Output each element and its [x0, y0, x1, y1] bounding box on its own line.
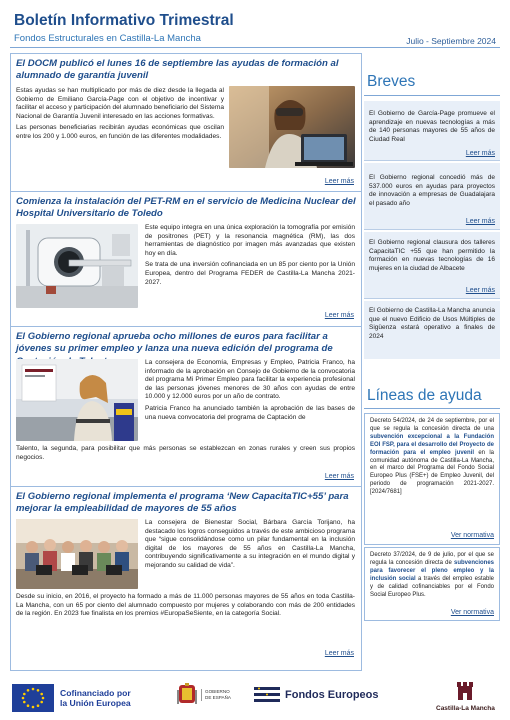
ayuda-rest: a través del empleo estable y de calidad cofinanciables por el Fondo Social Europeo Plus.	[370, 575, 494, 598]
sidebar	[362, 53, 500, 671]
article-paragraph: La consejera de Economía, Empresas y Empleo, Patricia Franco, ha informado de la aprobación en Consejo de Gobierno de la convocatoria del programa Mi Primer Empleo para facilitar la experiencia profesional de las personas jóvenes menores de 30 años con ayudas de entre 10.000 y 12.000 euros por un año de contrato.	[145, 359, 355, 401]
article-body-continued	[16, 445, 355, 465]
ayuda-item	[364, 413, 500, 545]
eu-line-1: Cofinanciado por	[60, 687, 131, 698]
read-more-link[interactable]: Leer más	[465, 150, 495, 157]
view-regulation-link[interactable]: Ver normativa	[450, 609, 494, 616]
newsletter-header	[0, 0, 510, 50]
article-paragraph: La consejera de Bienestar Social, Bárbara García Torijano, ha destacado los logros conseguidos a través de este ambicioso programa que “sigue consolidándose como un pilar fundamental en la inclusión digital de los mayores de 55 años en Castilla-La Mancha, contribuyendo significativamente a su integración en el mundo digital y mejorando su calidad de vida”.	[145, 519, 355, 569]
article-title[interactable]: El Gobierno regional aprueba ocho millones de euros para facilitar a jóvenes su primer empleo y lanza una nueva edición del programa de	[16, 331, 333, 355]
read-more-link[interactable]: Leer más	[324, 650, 354, 657]
main-column	[10, 53, 362, 671]
fondos-europeos-text: Fondos Europeos	[285, 689, 379, 701]
article-title[interactable]: El Gobierno regional implementa el programa ‘New CapacitaTIC+55’ para mejorar la empleabilidad de mayores de 55 años	[16, 491, 349, 515]
fondos-europeos-icon	[254, 684, 280, 706]
breve-text[interactable]: El Gobierno regional clausura dos talleres CapacitaTIC +55 que han permitido la formación en nuevas tecnologías de 16 mujeres en la ciudad de Albacete	[369, 239, 495, 273]
ayuda-intro: Decreto 54/2024, de 24 de septiembre, por el que se regula la concesión directa de una	[370, 418, 494, 432]
article-photo-student-laptop	[229, 86, 355, 168]
article-photo-group-computers	[16, 519, 138, 589]
article-garantia-juvenil	[11, 54, 361, 192]
clm-text: Castilla-La Mancha	[436, 705, 495, 712]
eu-flag-icon	[12, 684, 54, 712]
article-paragraph: Talento, la segunda, para posibilitar que más personas se establezcan en zonas rurales y creen sus propios negocios.	[16, 445, 355, 461]
gov-line-2: DE ESPAÑA	[205, 695, 231, 700]
article-paragraph: Las personas beneficiarias recibirán ayudas económicas que oscilan entre los 200 y 1.000 euros, en función de las diferentes modalidades.	[16, 124, 224, 140]
read-more-link[interactable]: Leer más	[324, 473, 354, 480]
ayuda-text	[370, 418, 494, 497]
article-paragraph: Patricia Franco ha anunciado también la aprobación de las bases de una nueva convocatoria del programa de Captación de	[145, 404, 355, 421]
article-photo-pet-scanner	[16, 224, 138, 308]
breve-item	[364, 232, 500, 299]
breve-text[interactable]: El Gobierno regional concedió más de 537.000 euros en ayudas para proyectos de innovación a empresas de Guadalajara el pasado año	[369, 174, 495, 208]
newsletter-subtitle: Fondos Estructurales en Castilla-La Mancha	[14, 33, 201, 44]
article-body	[145, 224, 355, 290]
spain-coat-of-arms-icon	[176, 682, 198, 708]
gov-line-1: GOBIERNO	[205, 689, 230, 694]
castle-icon	[454, 678, 476, 704]
ayudas-divider	[364, 408, 500, 409]
article-title[interactable]: Comienza la instalación del PET-RM en el servicio de Medicina Nuclear del Hospital Universitario de Toledo	[16, 196, 356, 220]
article-capacitatic	[11, 487, 361, 670]
breves-heading: Breves	[367, 73, 416, 90]
castilla-la-mancha-logo	[436, 678, 495, 712]
breve-text[interactable]: El Gobierno de García-Page promueve el aprendizaje en nuevas tecnologías a más de 140 personas mayores de 55 años de Ciudad Real	[369, 110, 495, 144]
footer-logos	[0, 676, 510, 720]
gobierno-espana-logo	[176, 682, 231, 708]
article-primer-empleo	[11, 327, 361, 487]
ayuda-text	[370, 552, 494, 599]
read-more-link[interactable]: Leer más	[465, 287, 495, 294]
breve-item	[364, 301, 500, 359]
article-paragraph: Desde su inicio, en 2016, el proyecto ha formado a más de 11.000 personas mayores de 55 años en toda Castilla-La Mancha, con un 65 por ciento del alumnado compuesto por mujeres y colaborando con más de 200 entidades de la región. En 2023 fue finalista en los premios #EuropaSeSiente, en la categoría Social.	[16, 593, 355, 618]
newsletter-period: Julio - Septiembre 2024	[406, 36, 496, 46]
ayuda-rest: en la comunidad autónoma de Castilla-La Mancha, en el marco del Programa del Fondo Social Europeo Plus (FSE+) de Empleo Juvenil, del periodo de programación 2021-2027. [2024/7681]	[370, 449, 494, 496]
header-divider	[10, 47, 500, 48]
article-body-continued	[16, 593, 355, 622]
read-more-link[interactable]: Leer más	[465, 218, 495, 225]
article-paragraph: Estas ayudas se han multiplicado por más de diez desde la llegada al Gobierno de Emiliano García-Page con el objetivo de incentivar y facilitar el acceso y participación del alumnado beneficiario del Sistema Nacional de Garantía Juvenil interesado en las acciones formativas.	[16, 87, 224, 120]
article-body	[145, 519, 355, 574]
article-body	[145, 359, 355, 422]
article-title[interactable]: El DOCM publicó el lunes 16 de septiembre las ayudas de formación al alumnado de garantía juvenil	[16, 58, 339, 82]
breve-item	[364, 163, 500, 230]
ayuda-highlight: subvención excepcional a la Fundación EOI FSP, para el desarrollo del Proyecto de formación para el empleo juvenil	[370, 433, 494, 456]
breve-item	[364, 101, 500, 161]
ayuda-highlight: subvenciones para favorecer el pleno empleo y la inclusión social	[370, 559, 494, 582]
ayuda-intro: Decreto 37/2024, de 9 de julio, por el que se regula la concesión directa de	[370, 552, 494, 566]
read-more-link[interactable]: Leer más	[324, 178, 354, 185]
article-paragraph: Se trata de una inversión cofinanciada en un 85 por ciento por la Unión Europea, dentro del Programa FEDER de Castilla-La Mancha 2021-2027.	[145, 261, 355, 286]
eu-line-2: la Unión Europea	[60, 698, 131, 708]
ayudas-heading: Líneas de ayuda	[367, 387, 482, 404]
newsletter-title: Boletín Informativo Trimestral	[14, 12, 234, 29]
article-pet-rm	[11, 192, 361, 327]
ayuda-item	[364, 547, 500, 621]
breves-divider	[364, 95, 500, 96]
eu-cofinanced-logo	[12, 684, 131, 712]
fondos-europeos-logo	[254, 684, 379, 706]
breve-text[interactable]: El Gobierno de Castilla-La Mancha anuncia que el nuevo Edificio de Usos Múltiples de Sigüenza estará operativo a finales de 2024	[369, 307, 495, 341]
article-photo-press-conference	[16, 359, 138, 441]
article-body	[16, 87, 224, 145]
view-regulation-link[interactable]: Ver normativa	[450, 532, 494, 539]
article-paragraph: Este equipo integra en una única exploración la tomografía por emisión de positrones (PET) y la resonancia magnética (RM), las dos herramientas de diagnóstico por imagen más avanzadas que existen hoy en día.	[145, 224, 355, 257]
read-more-link[interactable]: Leer más	[324, 312, 354, 319]
